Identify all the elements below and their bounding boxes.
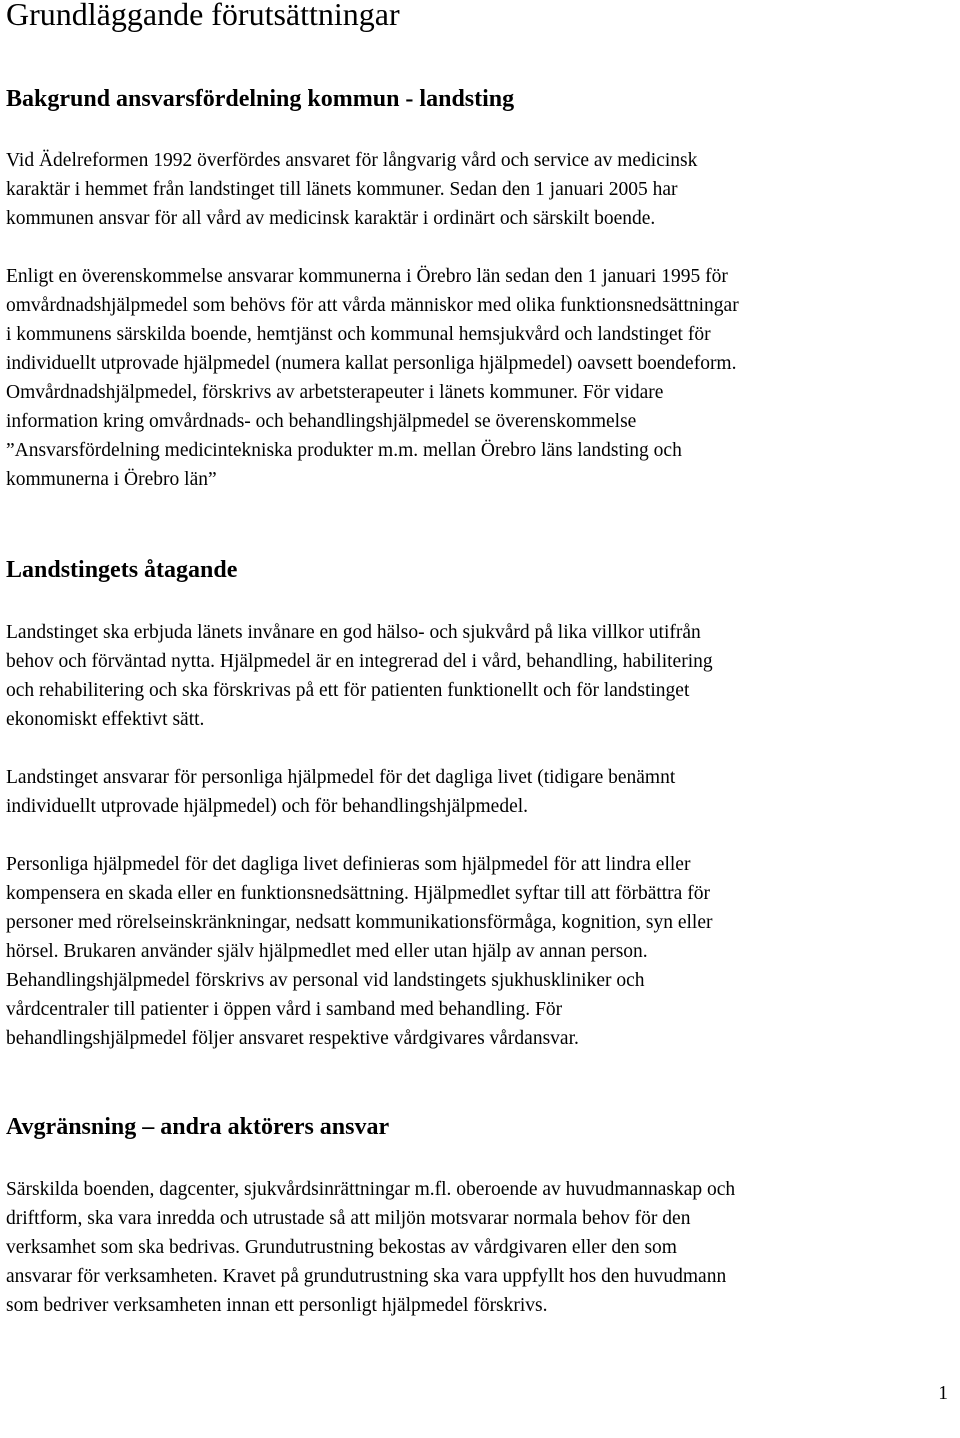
section-heading-background: Bakgrund ansvarsfördelning kommun - landsting xyxy=(6,86,515,112)
paragraph-county-offer: Landstinget ska erbjuda länets invånare en god hälso- och sjukvård på lika villkor utifrån behov och förväntad nytta. Hjälpmedel är en integrerad del i vård, behandling, habilitering och rehabilitering och ska förskrivas på ett för patienten funktionellt och för landstinget ekonomiskt effektivt sätt. xyxy=(6,622,713,730)
document-title: Grundläggande förutsättningar xyxy=(6,0,400,32)
paragraph-special-housing: Särskilda boenden, dagcenter, sjukvårdsinrättningar m.fl. oberoende av huvudmannaskap och driftform, ska vara inredda och utrustade så att miljön motsvarar normala behov för den verksamhet som ska bedrivas. Grundutrustning bekostas av vårdgivaren eller den som ansvarar för verksamheten. Kravet på grundutrustning ska vara uppfyllt hos den huvudmann som bedriver verksamheten innan ett personligt hjälpmedel förskrivs. xyxy=(6,1179,736,1316)
section-heading-delimitation: Avgränsning – andra aktörers ansvar xyxy=(6,1114,390,1140)
paragraph-personal-aids: Personliga hjälpmedel för det dagliga livet definieras som hjälpmedel för att lindra eller kompensera en skada eller en funktionsnedsättning. Hjälpmedlet syftar till att förbättra för personer med rörelseinskränkningar, nedsatt kommunikationsförmåga, kognition, syn eller hörsel. Brukaren använder själv hjälpmedlet med eller utan hjälp av annan person. Behandlingshjälpmedel förskrivs av personal vid landstingets sjukhuskliniker och vårdcentraler till patienter i öppen vård i samband med behandling. För behandlingshjälpmedel följer ansvaret respektive vårdgivares vårdansvar. xyxy=(6,854,713,1049)
paragraph-county-responsibility: Landstinget ansvarar för personliga hjälpmedel för det dagliga livet (tidigare benämnt individuellt utprovade hjälpmedel) och för behandlingshjälpmedel. xyxy=(6,767,676,817)
page-number: 1 xyxy=(938,1383,948,1404)
section-heading-county-commitment: Landstingets åtagande xyxy=(6,557,238,583)
paragraph-reform: Vid Ädelreformen 1992 överfördes ansvaret för långvarig vård och service av medicinsk karaktär i hemmet från landstinget till länets kommuner. Sedan den 1 januari 2005 har kommunen ansvar för all vård av medicinsk karaktär i ordinärt och särskilt boende. xyxy=(6,150,698,229)
paragraph-agreement: Enligt en överenskommelse ansvarar kommunerna i Örebro län sedan den 1 januari 1995 för omvårdnadshjälpmedel som behövs för att vårda människor med olika funktionsnedsättningar i kommunens särskilda boende, hemtjänst och kommunal hemsjukvård och landstinget för individuellt utprovade hjälpmedel (numera kallat personliga hjälpmedel) oavsett boendeform. Omvårdnadshjälpmedel, förskrivs av arbetsterapeuter i länets kommuner. För vidare information kring omvårdnads- och behandlingshjälpmedel se överenskommelse ”Ansvarsfördelning medicintekniska produkter m.m. mellan Örebro läns landsting och kommunerna i Örebro län” xyxy=(6,266,739,490)
